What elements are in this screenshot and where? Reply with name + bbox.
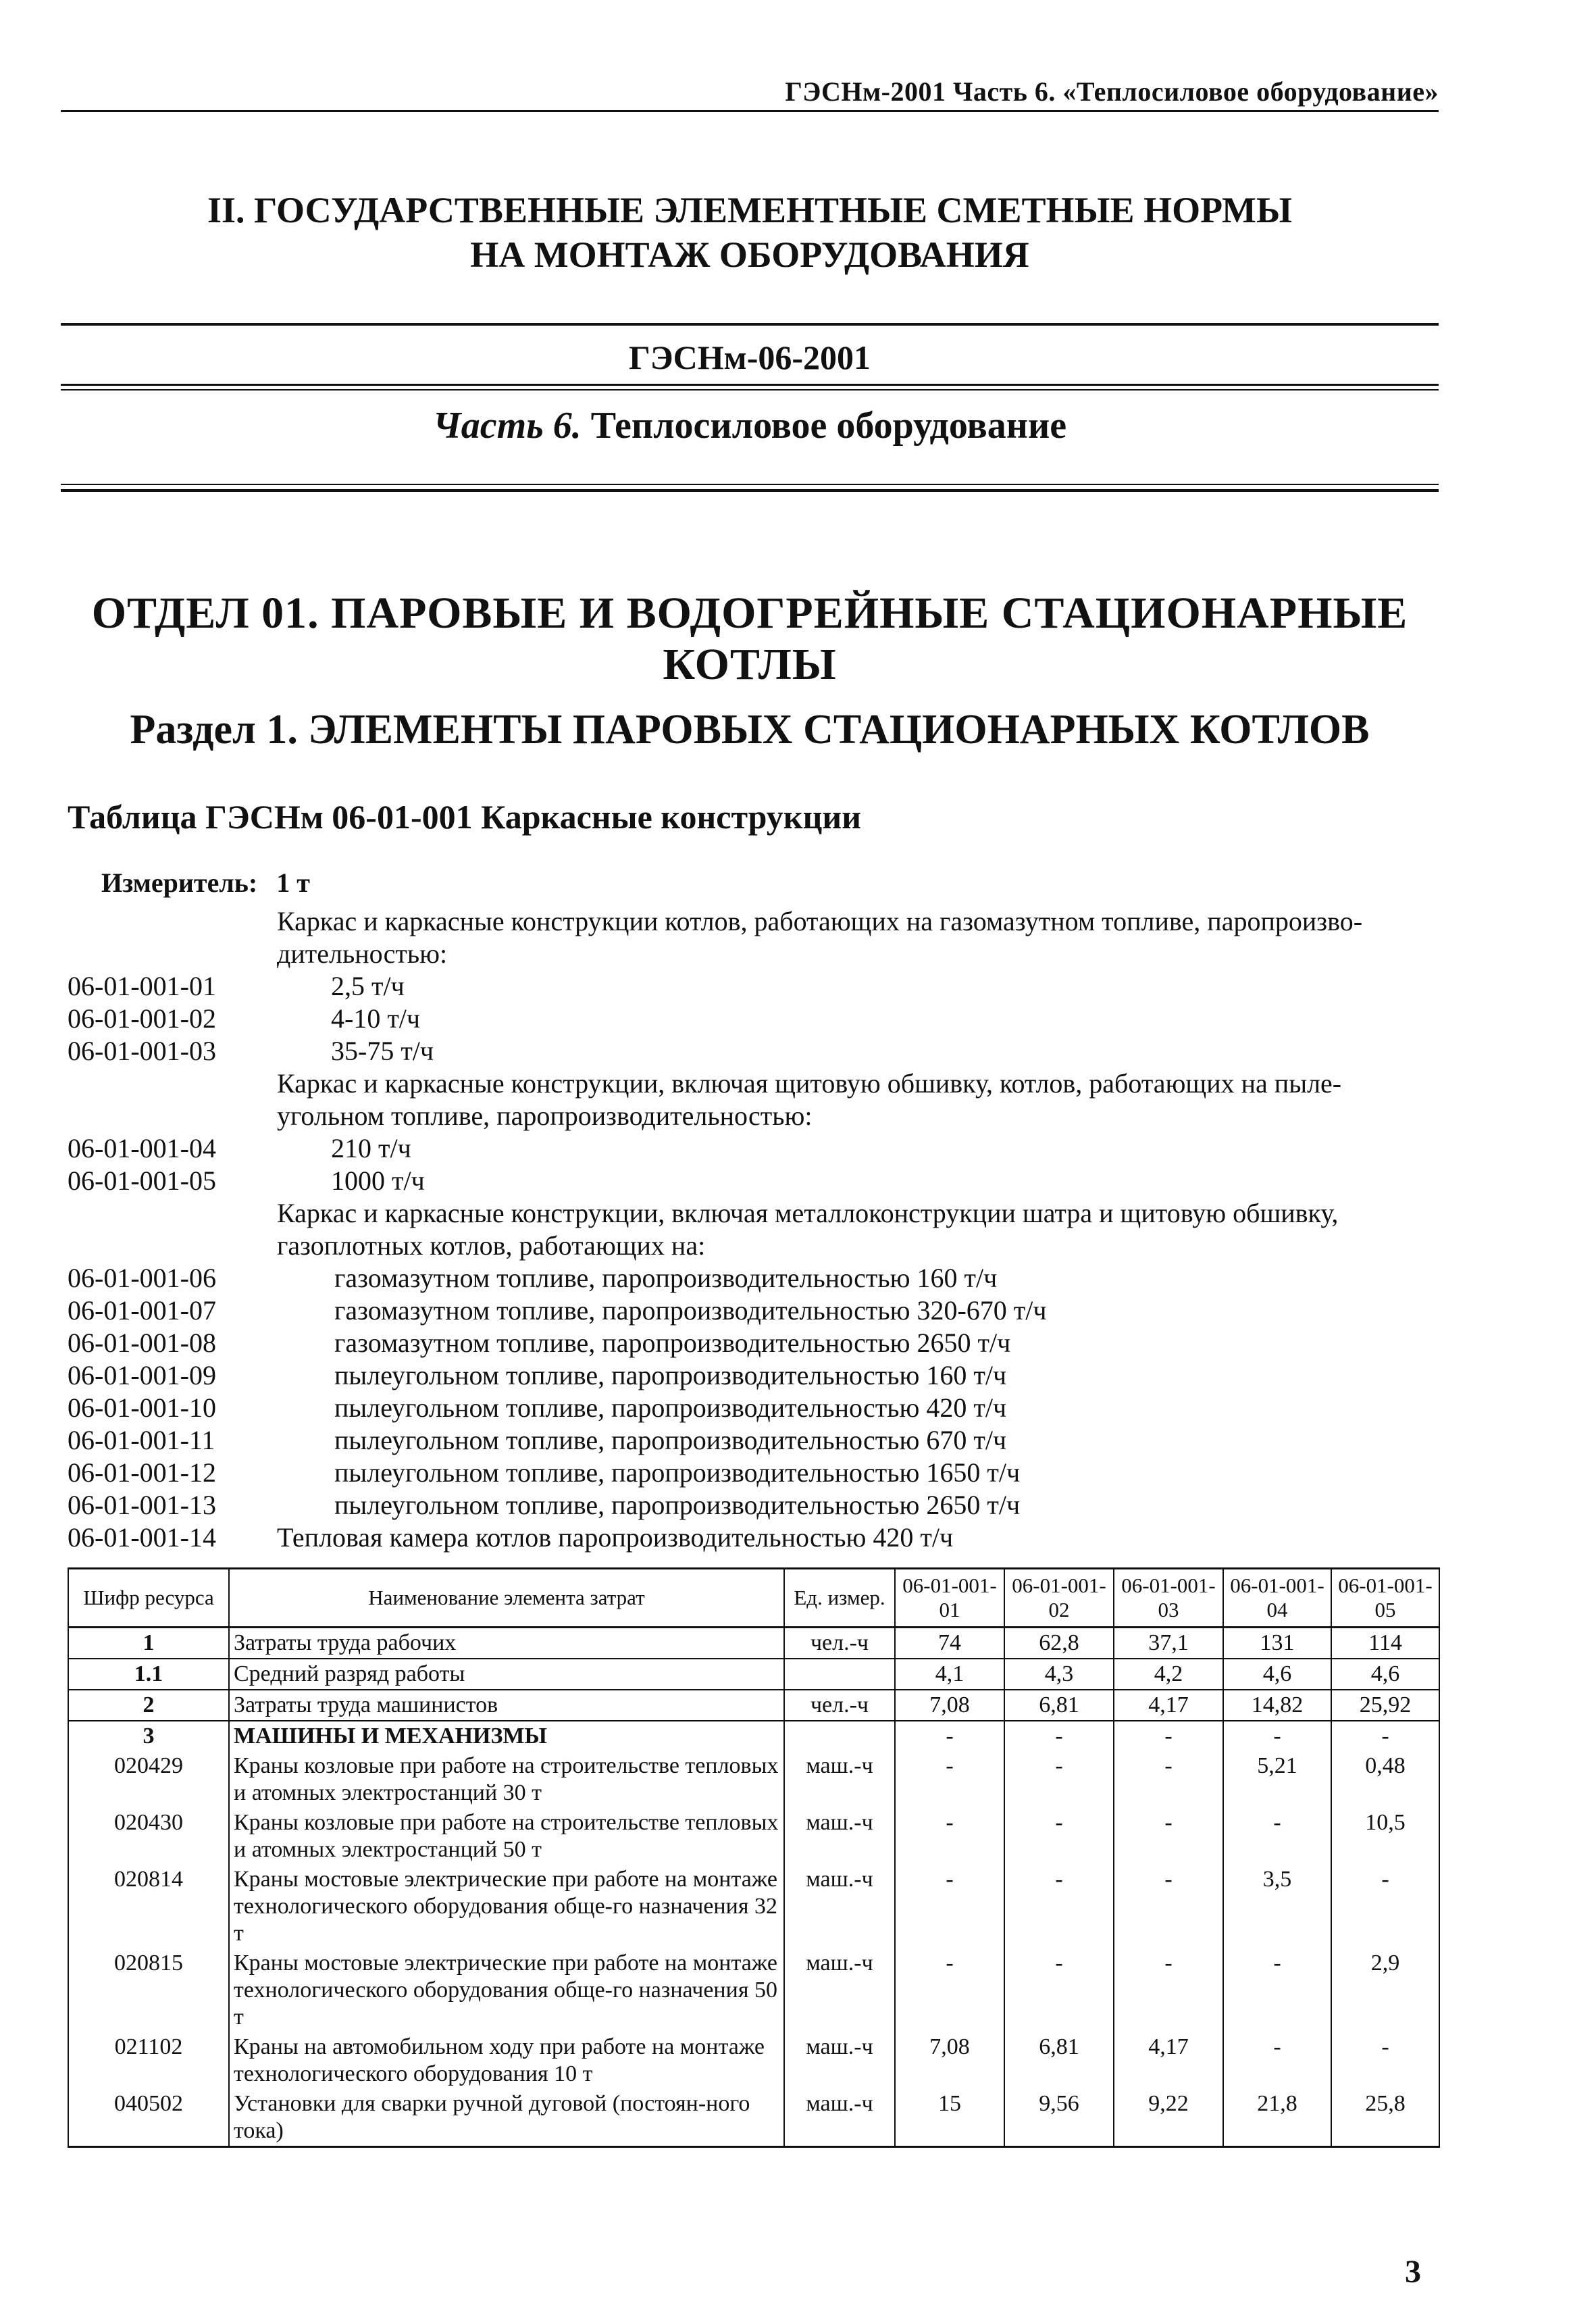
cell-value: 5,21 bbox=[1223, 1751, 1331, 1808]
table-row bbox=[68, 1808, 1439, 1865]
cell-unit: маш.-ч bbox=[784, 2032, 895, 2089]
cell-value: 131 bbox=[1223, 1628, 1331, 1659]
norm-row bbox=[68, 905, 1445, 938]
meter-label: Измеритель: bbox=[101, 867, 258, 898]
cell-value: - bbox=[1223, 1948, 1331, 2032]
cell-value: 37,1 bbox=[1114, 1628, 1223, 1659]
norm-desc: Каркас и каркасные конструкции котлов, работающих на газомазутном топливе, паропроизво- bbox=[277, 906, 1363, 936]
cell-value: 62,8 bbox=[1004, 1628, 1114, 1659]
header-col: 06-01-001-04 bbox=[1223, 1569, 1331, 1628]
norm-desc: газомазутном топливе, паропроизводительностью 160 т/ч bbox=[334, 1263, 998, 1293]
part-bottom-rule-thin bbox=[61, 484, 1439, 485]
cell-value: 4,6 bbox=[1223, 1659, 1331, 1690]
norm-row bbox=[68, 1359, 1445, 1392]
norm-row bbox=[68, 1003, 1445, 1035]
otdel-title: ОТДЕЛ 01. ПАРОВЫЕ И ВОДОГРЕЙНЫЕ СТАЦИОНАРНЫЕ КОТЛЫ bbox=[91, 588, 1408, 689]
cell-unit bbox=[784, 1721, 895, 1751]
cell-code: 3 bbox=[68, 1721, 229, 1751]
table-row bbox=[68, 1865, 1439, 1948]
norm-code-cell: 06-01-001-03 bbox=[68, 1036, 216, 1066]
norm-row bbox=[68, 1230, 1445, 1262]
cell-value: 4,6 bbox=[1331, 1659, 1439, 1690]
cell-value: 15 bbox=[895, 2089, 1004, 2147]
norm-desc: угольном топливе, паропроизводительностью: bbox=[277, 1101, 813, 1131]
table-row bbox=[68, 1659, 1439, 1690]
header-rule bbox=[61, 110, 1439, 112]
running-header: ГЭСНм-2001 Часть 6. «Теплосиловое оборудование» bbox=[785, 76, 1439, 107]
table-row bbox=[68, 2032, 1439, 2089]
cell-unit: маш.-ч bbox=[784, 1751, 895, 1808]
cell-name: Средний разряд работы bbox=[229, 1659, 784, 1690]
cell-value: - bbox=[1223, 1808, 1331, 1865]
cell-value: 6,81 bbox=[1004, 1690, 1114, 1721]
cell-value: - bbox=[1114, 1808, 1223, 1865]
table-row bbox=[68, 2089, 1439, 2147]
table-row bbox=[68, 1721, 1439, 1751]
header-code: Шифр ресурса bbox=[68, 1569, 229, 1628]
cell-unit bbox=[784, 1659, 895, 1690]
cell-name: Затраты труда машинистов bbox=[229, 1690, 784, 1721]
norm-desc: 35-75 т/ч bbox=[331, 1036, 434, 1066]
norm-row bbox=[68, 1067, 1445, 1100]
norm-row bbox=[68, 1100, 1445, 1132]
resource-table bbox=[68, 1567, 1440, 2148]
table-row bbox=[68, 1690, 1439, 1721]
cell-code: 020430 bbox=[68, 1808, 229, 1865]
cell-code: 1.1 bbox=[68, 1659, 229, 1690]
cell-value: - bbox=[1114, 1751, 1223, 1808]
header-unit: Ед. измер. bbox=[784, 1569, 895, 1628]
cell-value: 4,2 bbox=[1114, 1659, 1223, 1690]
norm-code-cell: 06-01-001-08 bbox=[68, 1328, 216, 1358]
cell-value: 6,81 bbox=[1004, 2032, 1114, 2089]
razdel-title: Раздел 1. ЭЛЕМЕНТЫ ПАРОВЫХ СТАЦИОНАРНЫХ КОТЛОВ bbox=[130, 707, 1370, 753]
norm-code-cell: 06-01-001-07 bbox=[68, 1295, 216, 1326]
cell-value: 74 bbox=[895, 1628, 1004, 1659]
norm-code-cell: 06-01-001-14 bbox=[68, 1522, 216, 1553]
cell-value: 10,5 bbox=[1331, 1808, 1439, 1865]
cell-unit: чел.-ч bbox=[784, 1690, 895, 1721]
norm-code-cell: 06-01-001-04 bbox=[68, 1133, 216, 1163]
cell-value: - bbox=[1004, 1865, 1114, 1948]
norm-desc: Каркас и каркасные конструкции, включая металлоконструкции шатра и щитовую обшивку, bbox=[277, 1198, 1339, 1228]
cell-value: - bbox=[1004, 1808, 1114, 1865]
part-bottom-rule bbox=[61, 489, 1439, 492]
part-label: Часть 6. bbox=[432, 405, 582, 447]
cell-code: 2 bbox=[68, 1690, 229, 1721]
header-col: 06-01-001-02 bbox=[1004, 1569, 1114, 1628]
cell-value: 14,82 bbox=[1223, 1690, 1331, 1721]
cell-value: - bbox=[1331, 1865, 1439, 1948]
cell-name: Затраты труда рабочих bbox=[229, 1628, 784, 1659]
cell-name: Краны на автомобильном ходу при работе на монтаже технологического оборудования 10 т bbox=[229, 2032, 784, 2089]
norm-desc: газомазутном топливе, паропроизводительностью 2650 т/ч bbox=[334, 1328, 1011, 1358]
norm-desc: дительностью: bbox=[277, 938, 448, 969]
norm-desc: Каркас и каркасные конструкции, включая щитовую обшивку, котлов, работающих на пыле- bbox=[277, 1068, 1342, 1099]
norm-row bbox=[68, 1294, 1445, 1327]
cell-value: 7,08 bbox=[895, 1690, 1004, 1721]
cell-value: 25,8 bbox=[1331, 2089, 1439, 2147]
norm-code-cell: 06-01-001-11 bbox=[68, 1425, 215, 1455]
norm-row bbox=[68, 1424, 1445, 1457]
norm-row bbox=[68, 938, 1445, 970]
cell-value: 21,8 bbox=[1223, 2089, 1331, 2147]
cell-value: 25,92 bbox=[1331, 1690, 1439, 1721]
norm-desc: газоплотных котлов, работающих на: bbox=[277, 1230, 706, 1261]
cell-value: 3,5 bbox=[1223, 1865, 1331, 1948]
cell-value: - bbox=[1114, 1948, 1223, 2032]
cell-value: - bbox=[1114, 1721, 1223, 1751]
cell-unit: маш.-ч bbox=[784, 2089, 895, 2147]
table-row bbox=[68, 1948, 1439, 2032]
part-title-line1: II. ГОСУДАРСТВЕННЫЕ ЭЛЕМЕНТНЫЕ СМЕТНЫЕ НОРМЫ bbox=[207, 190, 1293, 230]
cell-value: - bbox=[895, 1865, 1004, 1948]
cell-value: 4,1 bbox=[895, 1659, 1004, 1690]
cell-value: - bbox=[1004, 1721, 1114, 1751]
header-col: 06-01-001-05 bbox=[1331, 1569, 1439, 1628]
cell-name: Краны мостовые электрические при работе на монтаже технологического оборудования обще-го назначения 50 т bbox=[229, 1948, 784, 2032]
norm-list bbox=[68, 905, 1445, 1554]
cell-value: - bbox=[1223, 1721, 1331, 1751]
part-title bbox=[61, 188, 1439, 277]
cell-name: Установки для сварки ручной дуговой (постоян-ного тока) bbox=[229, 2089, 784, 2147]
cell-value: - bbox=[1331, 2032, 1439, 2089]
cell-value: - bbox=[1004, 1948, 1114, 2032]
cell-value: - bbox=[1114, 1865, 1223, 1948]
cell-value: 9,22 bbox=[1114, 2089, 1223, 2147]
norm-row bbox=[68, 1197, 1445, 1230]
norm-row bbox=[68, 1165, 1445, 1197]
norm-code-cell: 06-01-001-09 bbox=[68, 1360, 216, 1390]
cell-unit: маш.-ч bbox=[784, 1865, 895, 1948]
cell-value: 4,17 bbox=[1114, 2032, 1223, 2089]
norm-row bbox=[68, 970, 1445, 1003]
header-name: Наименование элемента затрат bbox=[229, 1569, 784, 1628]
norm-code-cell: 06-01-001-06 bbox=[68, 1263, 216, 1293]
norm-row bbox=[68, 1457, 1445, 1489]
header-col: 06-01-001-03 bbox=[1114, 1569, 1223, 1628]
cell-value: - bbox=[1331, 1721, 1439, 1751]
norm-mid-rule bbox=[61, 384, 1439, 386]
cell-value: 9,56 bbox=[1004, 2089, 1114, 2147]
norm-row bbox=[68, 1521, 1445, 1554]
part-heading bbox=[61, 404, 1439, 447]
norm-code-cell: 06-01-001-02 bbox=[68, 1003, 216, 1034]
meter-value: 1 т bbox=[276, 867, 310, 898]
cell-value: - bbox=[895, 1808, 1004, 1865]
cell-code: 020814 bbox=[68, 1865, 229, 1948]
cell-code: 040502 bbox=[68, 2089, 229, 2147]
norm-desc: 210 т/ч bbox=[331, 1133, 411, 1163]
cell-unit: чел.-ч bbox=[784, 1628, 895, 1659]
norm-desc: пылеугольном топливе, паропроизводительностью 420 т/ч bbox=[334, 1392, 1007, 1423]
norm-code-cell: 06-01-001-10 bbox=[68, 1392, 216, 1423]
norm-mid-rule-thin bbox=[61, 389, 1439, 391]
header-col: 06-01-001-01 bbox=[895, 1569, 1004, 1628]
norm-row bbox=[68, 1132, 1445, 1165]
page-number: 3 bbox=[1405, 2254, 1421, 2290]
cell-name: Краны козловые при работе на строительстве тепловых и атомных электростанций 50 т bbox=[229, 1808, 784, 1865]
cell-value: - bbox=[895, 1751, 1004, 1808]
norm-desc: пылеугольном топливе, паропроизводительностью 2650 т/ч bbox=[334, 1490, 1021, 1520]
cell-value: 7,08 bbox=[895, 2032, 1004, 2089]
table-header-row bbox=[68, 1569, 1439, 1628]
norm-desc: пылеугольном топливе, паропроизводительностью 670 т/ч bbox=[334, 1425, 1007, 1455]
cell-name: МАШИНЫ И МЕХАНИЗМЫ bbox=[229, 1721, 784, 1751]
norm-row bbox=[68, 1392, 1445, 1424]
norm-top-rule bbox=[61, 323, 1439, 326]
table-row bbox=[68, 1628, 1439, 1659]
part-title-line2: НА МОНТАЖ ОБОРУДОВАНИЯ bbox=[470, 234, 1029, 275]
cell-name: Краны мостовые электрические при работе на монтаже технологического оборудования обще-го назначения 32 т bbox=[229, 1865, 784, 1948]
norm-row bbox=[68, 1489, 1445, 1521]
cell-code: 020815 bbox=[68, 1948, 229, 2032]
norm-code: ГЭСНм-06-2001 bbox=[628, 338, 871, 376]
norm-code-cell: 06-01-001-01 bbox=[68, 971, 216, 1001]
norm-desc: 1000 т/ч bbox=[331, 1165, 425, 1196]
table-row bbox=[68, 1751, 1439, 1808]
norm-desc: пылеугольном топливе, паропроизводительностью 1650 т/ч bbox=[334, 1457, 1021, 1488]
norm-row bbox=[68, 1262, 1445, 1294]
norm-row bbox=[68, 1035, 1445, 1067]
norm-desc: 4-10 т/ч bbox=[331, 1003, 421, 1034]
norm-desc: 2,5 т/ч bbox=[331, 971, 405, 1001]
cell-code: 021102 bbox=[68, 2032, 229, 2089]
table-title: Таблица ГЭСНм 06-01-001 Каркасные конструкции bbox=[68, 798, 861, 836]
cell-value: - bbox=[1223, 2032, 1331, 2089]
cell-name: Краны козловые при работе на строительстве тепловых и атомных электростанций 30 т bbox=[229, 1751, 784, 1808]
cell-code: 1 bbox=[68, 1628, 229, 1659]
norm-row bbox=[68, 1327, 1445, 1359]
cell-value: - bbox=[1004, 1751, 1114, 1808]
norm-code-cell: 06-01-001-05 bbox=[68, 1165, 216, 1196]
part-name: Теплосиловое оборудование bbox=[590, 405, 1067, 447]
cell-value: - bbox=[895, 1948, 1004, 2032]
norm-code-cell: 06-01-001-12 bbox=[68, 1457, 216, 1488]
cell-unit: маш.-ч bbox=[784, 1808, 895, 1865]
cell-value: 2,9 bbox=[1331, 1948, 1439, 2032]
norm-desc: газомазутном топливе, паропроизводительностью 320-670 т/ч bbox=[334, 1295, 1047, 1326]
cell-value: 0,48 bbox=[1331, 1751, 1439, 1808]
meter bbox=[101, 867, 310, 899]
norm-desc: пылеугольном топливе, паропроизводительностью 160 т/ч bbox=[334, 1360, 1007, 1390]
cell-value: 4,3 bbox=[1004, 1659, 1114, 1690]
cell-value: 114 bbox=[1331, 1628, 1439, 1659]
norm-desc: Тепловая камера котлов паропроизводительностью 420 т/ч bbox=[277, 1522, 954, 1553]
cell-value: - bbox=[895, 1721, 1004, 1751]
cell-code: 020429 bbox=[68, 1751, 229, 1808]
cell-value: 4,17 bbox=[1114, 1690, 1223, 1721]
norm-code-cell: 06-01-001-13 bbox=[68, 1490, 216, 1520]
cell-unit: маш.-ч bbox=[784, 1948, 895, 2032]
